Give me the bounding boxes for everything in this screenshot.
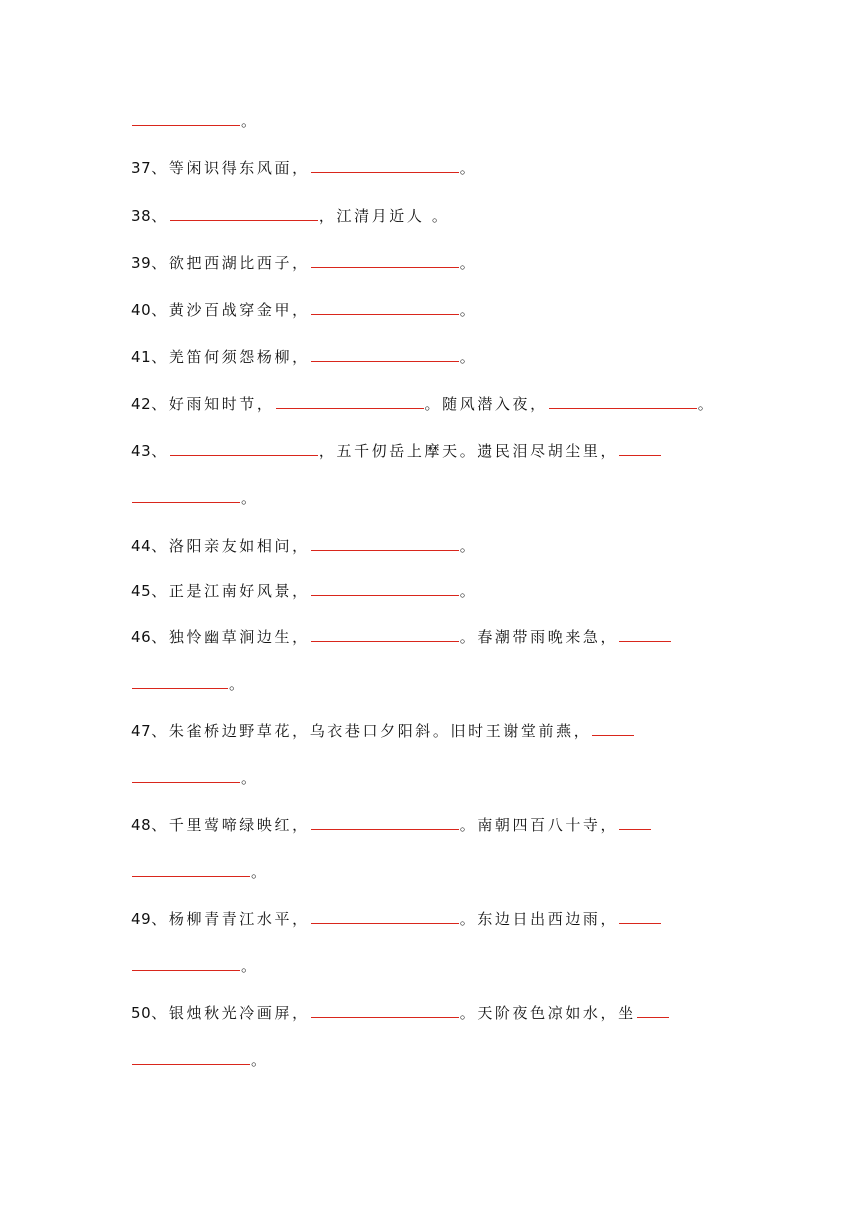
number-separator: 、 [151, 816, 169, 834]
answer-blank[interactable] [637, 997, 669, 1018]
question-46 [131, 621, 672, 649]
poem-text: 黄沙百战穿金甲， [168, 301, 310, 319]
poem-text: 。 [229, 675, 247, 693]
poem-text: 。 [241, 957, 259, 975]
poem-text: 银烛秋光冷画屏， [168, 1004, 310, 1022]
poem-text: 。 [241, 769, 259, 787]
poem-text: 千里莺啼绿映红， [168, 816, 310, 834]
question-50 [131, 997, 670, 1025]
poem-text: 。 [241, 112, 259, 130]
answer-blank[interactable] [311, 903, 459, 924]
question-number: 40 [131, 301, 152, 319]
continuation-line [131, 1044, 269, 1072]
answer-blank[interactable] [276, 388, 424, 409]
poem-text: 。 [251, 863, 269, 881]
answer-blank[interactable] [170, 435, 318, 456]
question-number: 47 [131, 722, 152, 740]
continuation-line [131, 668, 247, 696]
poem-text: ，江清月近人 。 [318, 207, 450, 225]
question-37 [131, 152, 477, 180]
question-42 [131, 388, 715, 416]
number-separator: 、 [151, 582, 169, 600]
poem-text: 欲把西湖比西子， [168, 254, 310, 272]
question-38 [131, 200, 449, 228]
answer-blank[interactable] [132, 856, 250, 877]
continuation-line [131, 950, 259, 978]
number-separator: 、 [151, 442, 169, 460]
answer-blank[interactable] [619, 435, 661, 456]
number-separator: 、 [151, 910, 169, 928]
continuation-line [131, 105, 259, 133]
poem-text: 。春潮带雨晚来急， [459, 628, 619, 646]
poem-text: 。 [697, 395, 716, 413]
answer-blank[interactable] [132, 105, 240, 126]
poem-text: 等闲识得东风面， [168, 159, 310, 177]
answer-blank[interactable] [311, 809, 459, 830]
answer-blank[interactable] [132, 482, 240, 503]
poem-text: 。 [459, 537, 478, 555]
number-separator: 、 [151, 537, 169, 555]
question-49 [131, 903, 662, 931]
question-number: 38 [131, 207, 152, 225]
question-number: 48 [131, 816, 152, 834]
question-41 [131, 341, 477, 369]
answer-blank[interactable] [311, 621, 459, 642]
poem-text: 。 [241, 489, 259, 507]
answer-blank[interactable] [132, 1044, 250, 1065]
question-number: 41 [131, 348, 152, 366]
poem-text: 。 [459, 159, 478, 177]
poem-text: ，五千仞岳上摩天。遗民泪尽胡尘里， [318, 442, 619, 460]
number-separator: 、 [151, 722, 169, 740]
answer-blank[interactable] [311, 530, 459, 551]
poem-text: 。 [459, 254, 478, 272]
continuation-line [131, 856, 269, 884]
poem-text: 。 [459, 301, 478, 319]
poem-text: 羌笛何须怨杨柳， [168, 348, 310, 366]
question-number: 42 [131, 395, 152, 413]
poem-text: 好雨知时节， [168, 395, 275, 413]
question-number: 44 [131, 537, 152, 555]
answer-blank[interactable] [592, 715, 634, 736]
poem-text: 朱雀桥边野草花，乌衣巷口夕阳斜。旧时王谢堂前燕， [168, 722, 592, 740]
number-separator: 、 [151, 348, 169, 366]
answer-blank[interactable] [311, 247, 459, 268]
poem-text: 杨柳青青江水平， [168, 910, 310, 928]
answer-blank[interactable] [132, 762, 240, 783]
answer-blank[interactable] [132, 668, 228, 689]
answer-blank[interactable] [311, 294, 459, 315]
number-separator: 、 [151, 1004, 169, 1022]
answer-blank[interactable] [311, 341, 459, 362]
poem-text: 。随风潜入夜， [424, 395, 548, 413]
poem-text: 。东边日出西边雨， [459, 910, 619, 928]
number-separator: 、 [151, 207, 169, 225]
answer-blank[interactable] [132, 950, 240, 971]
poem-text: 。天阶夜色凉如水，坐 [459, 1004, 636, 1022]
question-48 [131, 809, 652, 837]
question-40 [131, 294, 477, 322]
number-separator: 、 [151, 254, 169, 272]
question-number: 45 [131, 582, 152, 600]
question-47 [131, 715, 635, 743]
continuation-line [131, 482, 259, 510]
answer-blank[interactable] [170, 200, 318, 221]
poem-text: 。 [251, 1051, 269, 1069]
number-separator: 、 [151, 395, 169, 413]
number-separator: 、 [151, 301, 169, 319]
question-number: 50 [131, 1004, 152, 1022]
answer-blank[interactable] [311, 997, 459, 1018]
continuation-line [131, 762, 259, 790]
poem-text: 。南朝四百八十寺， [459, 816, 619, 834]
answer-blank[interactable] [311, 575, 459, 596]
answer-blank[interactable] [619, 809, 651, 830]
question-number: 37 [131, 159, 152, 177]
answer-blank[interactable] [549, 388, 697, 409]
answer-blank[interactable] [619, 621, 671, 642]
poem-text: 独怜幽草涧边生， [168, 628, 310, 646]
answer-blank[interactable] [311, 152, 459, 173]
answer-blank[interactable] [619, 903, 661, 924]
poem-text: 。 [459, 348, 478, 366]
question-43 [131, 435, 662, 463]
question-number: 49 [131, 910, 152, 928]
poem-text: 洛阳亲友如相问， [168, 537, 310, 555]
question-number: 39 [131, 254, 152, 272]
number-separator: 、 [151, 159, 169, 177]
question-number: 46 [131, 628, 152, 646]
number-separator: 、 [151, 628, 169, 646]
question-number: 43 [131, 442, 152, 460]
question-44 [131, 530, 477, 558]
question-39 [131, 247, 477, 275]
poem-text: 正是江南好风景， [168, 582, 310, 600]
poem-text: 。 [459, 582, 478, 600]
question-45 [131, 575, 477, 603]
